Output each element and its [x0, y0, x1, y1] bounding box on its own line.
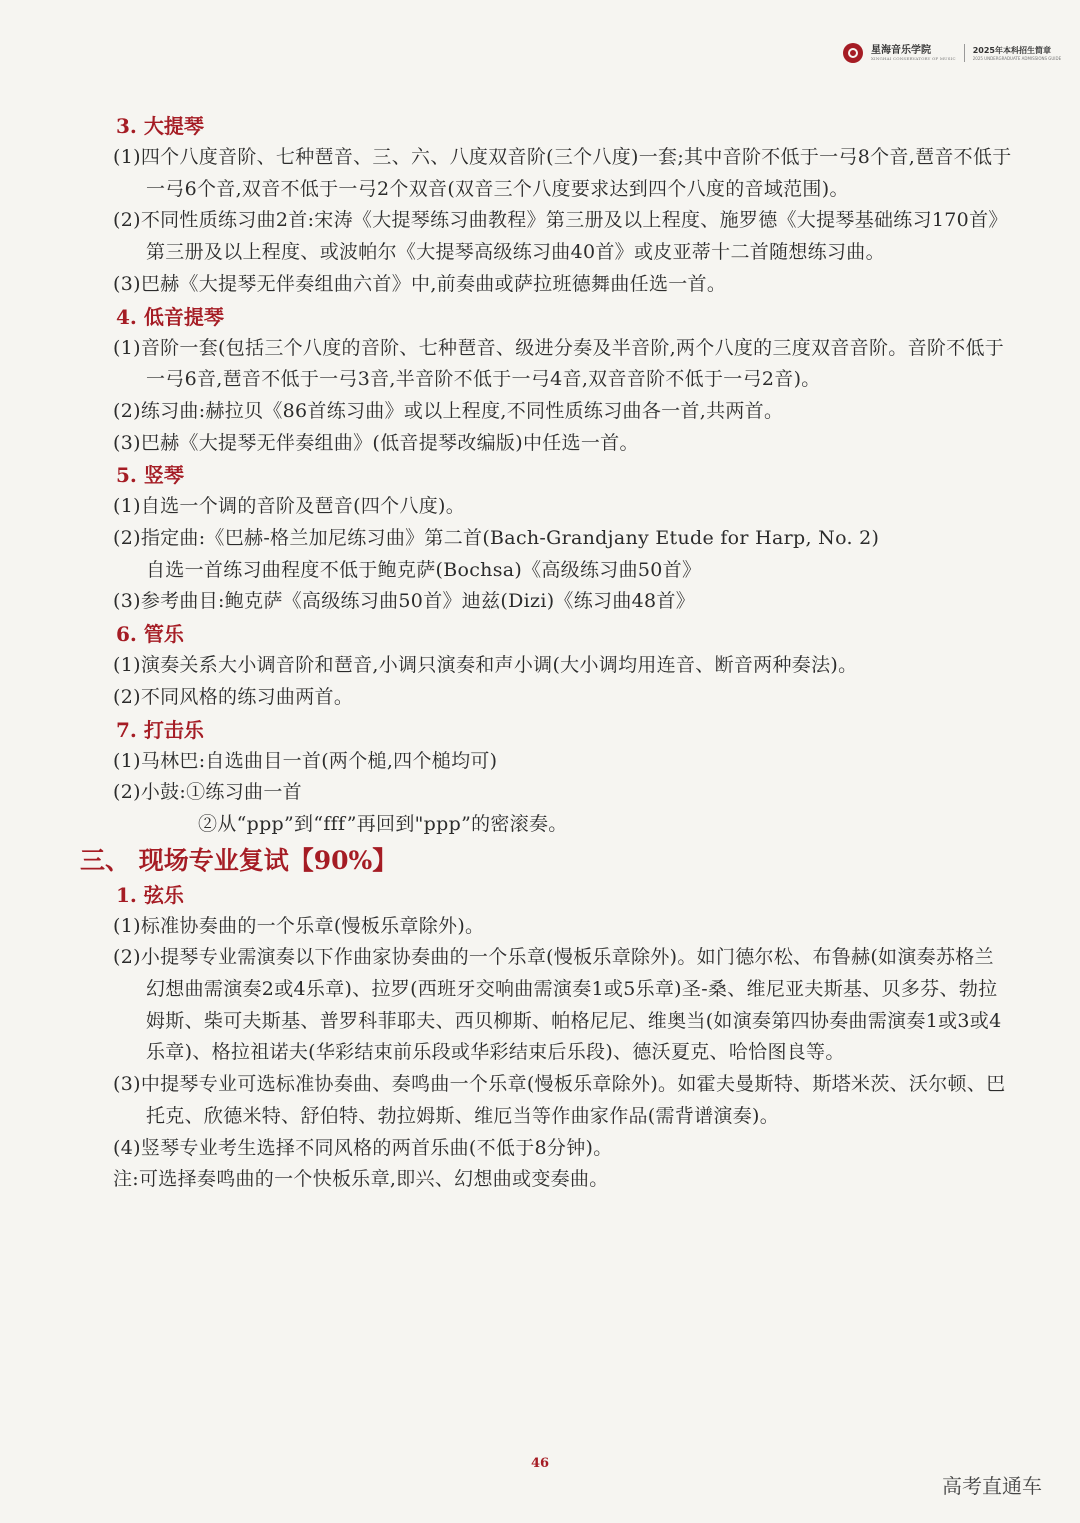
guide-title-cn: 2025年本科招生简章 — [972, 45, 1051, 55]
subsection-heading: 7. 打击乐 — [116, 717, 204, 742]
section-heading: 三、 现场专业复试【90%】 — [80, 845, 398, 875]
paragraph: (3)参考曲目:鲍克萨《高级练习曲50首》迪兹(Dizi)《练习曲48首》 — [113, 590, 695, 613]
paragraph: 注:可选择奏鸣曲的一个快板乐章,即兴、幻想曲或变奏曲。 — [113, 1168, 609, 1191]
paragraph: (2)不同风格的练习曲两首。 — [113, 685, 354, 708]
paragraph: (4)竖琴专业考生选择不同风格的两首乐曲(不低于8分钟)。 — [113, 1136, 613, 1159]
header-divider — [964, 44, 965, 62]
paragraph: (1)马林巴:自选曲目一首(两个槌,四个槌均可) — [113, 749, 498, 772]
paragraph: (2)小提琴专业需演奏以下作曲家协奏曲的一个乐章(慢板乐章除外)。如门德尔松、布鲁赫(如演奏苏格兰幻想曲需演奏2或4乐章)、拉罗(西班牙交响曲需演奏1或5乐章)圣-桑、维尼亚夫斯基、贝多芬、勃拉姆斯、柴可夫斯基、普罗科菲耶夫、西贝柳斯、帕格尼尼、维奥当(如演奏第四协奏曲需演奏1或3或4乐章)、格拉祖诺夫(华彩结束前乐段或华彩结束后乐段)、德沃夏克、哈恰图良等。 — [113, 946, 1002, 1064]
subsection-heading: 4. 低音提琴 — [116, 304, 224, 329]
paragraph: (2)指定曲:《巴赫-格兰加尼练习曲》第二首(Bach-Grandjany Etude for Harp, No. 2) — [113, 527, 880, 550]
subsection-heading: 3. 大提琴 — [116, 114, 204, 138]
paragraph: (2)不同性质练习曲2首:宋涛《大提琴练习曲教程》第三册及以上程度、施罗德《大提琴基础练习170首》第三册及以上程度、或波帕尔《大提琴高级练习曲40首》或皮亚蒂十二首随想练习曲。 — [113, 209, 1008, 264]
paragraph: (3)巴赫《大提琴无伴奏组曲六首》中,前奏曲或萨拉班德舞曲任选一首。 — [113, 272, 727, 295]
school-seal-icon — [843, 43, 863, 63]
paragraph: (3)中提琴专业可选标准协奏曲、奏鸣曲一个乐章(慢板乐章除外)。如霍夫曼斯特、斯塔米茨、沃尔顿、巴托克、欣德米特、舒伯特、勃拉姆斯、维厄当等作曲家作品(需背谱演奏)。 — [113, 1073, 1006, 1127]
paragraph: (1)演奏关系大小调音阶和琶音,小调只演奏和声小调(大小调均用连音、断音两种奏法)。 — [113, 654, 858, 677]
page-header — [843, 40, 1061, 66]
subsection-heading: 1. 弦乐 — [116, 882, 184, 907]
paragraph: (1)音阶一套(包括三个八度的音阶、七种琶音、级进分奏及半音阶,两个八度的三度双音音阶。音阶不低于一弓6音,琶音不低于一弓3音,半音阶不低于一弓4音,双音音阶不低于一弓2音)。 — [113, 336, 1005, 391]
paragraph-continuation: ②从“ppp”到“fff”再回到"ppp”的密滚奏。 — [198, 812, 568, 835]
paragraph-continuation: 自选一首练习曲程度不低于鲍克萨(Bochsa)《高级练习曲50首》 — [146, 558, 702, 581]
paragraph: (1)标准协奏曲的一个乐章(慢板乐章除外)。 — [113, 914, 485, 937]
school-name-en: XINGHAI CONSERVATORY OF MUSIC — [871, 56, 956, 61]
paragraph: (1)自选一个调的音阶及琶音(四个八度)。 — [113, 495, 466, 518]
subsection-heading: 5. 竖琴 — [116, 463, 184, 488]
subsection-heading: 6. 管乐 — [116, 622, 184, 647]
guide-title-en: 2025 UNDERGRADUATE ADMISSIONS GUIDE — [972, 55, 1062, 61]
guide-title — [973, 46, 1061, 61]
paragraph: (3)巴赫《大提琴无伴奏组曲》(低音提琴改编版)中任选一首。 — [113, 431, 639, 454]
watermark: 高考直通车 — [942, 1474, 1042, 1498]
document-body — [80, 110, 1013, 1196]
paragraph: (2)小鼓:①练习曲一首 — [113, 781, 302, 804]
school-logo — [871, 45, 956, 61]
paragraph: (1)四个八度音阶、七种琶音、三、六、八度双音阶(三个八度)一套;其中音阶不低于一弓8个音,琶音不低于一弓6个音,双音不低于一弓2个双音(双音三个八度要求达到四个八度的音域范围)。 — [113, 146, 1012, 200]
page-number: 46 — [530, 1456, 550, 1471]
paragraph: (2)练习曲:赫拉贝《86首练习曲》或以上程度,不同性质练习曲各一首,共两首。 — [113, 399, 784, 422]
school-name: 星海音乐学院 — [871, 45, 931, 56]
